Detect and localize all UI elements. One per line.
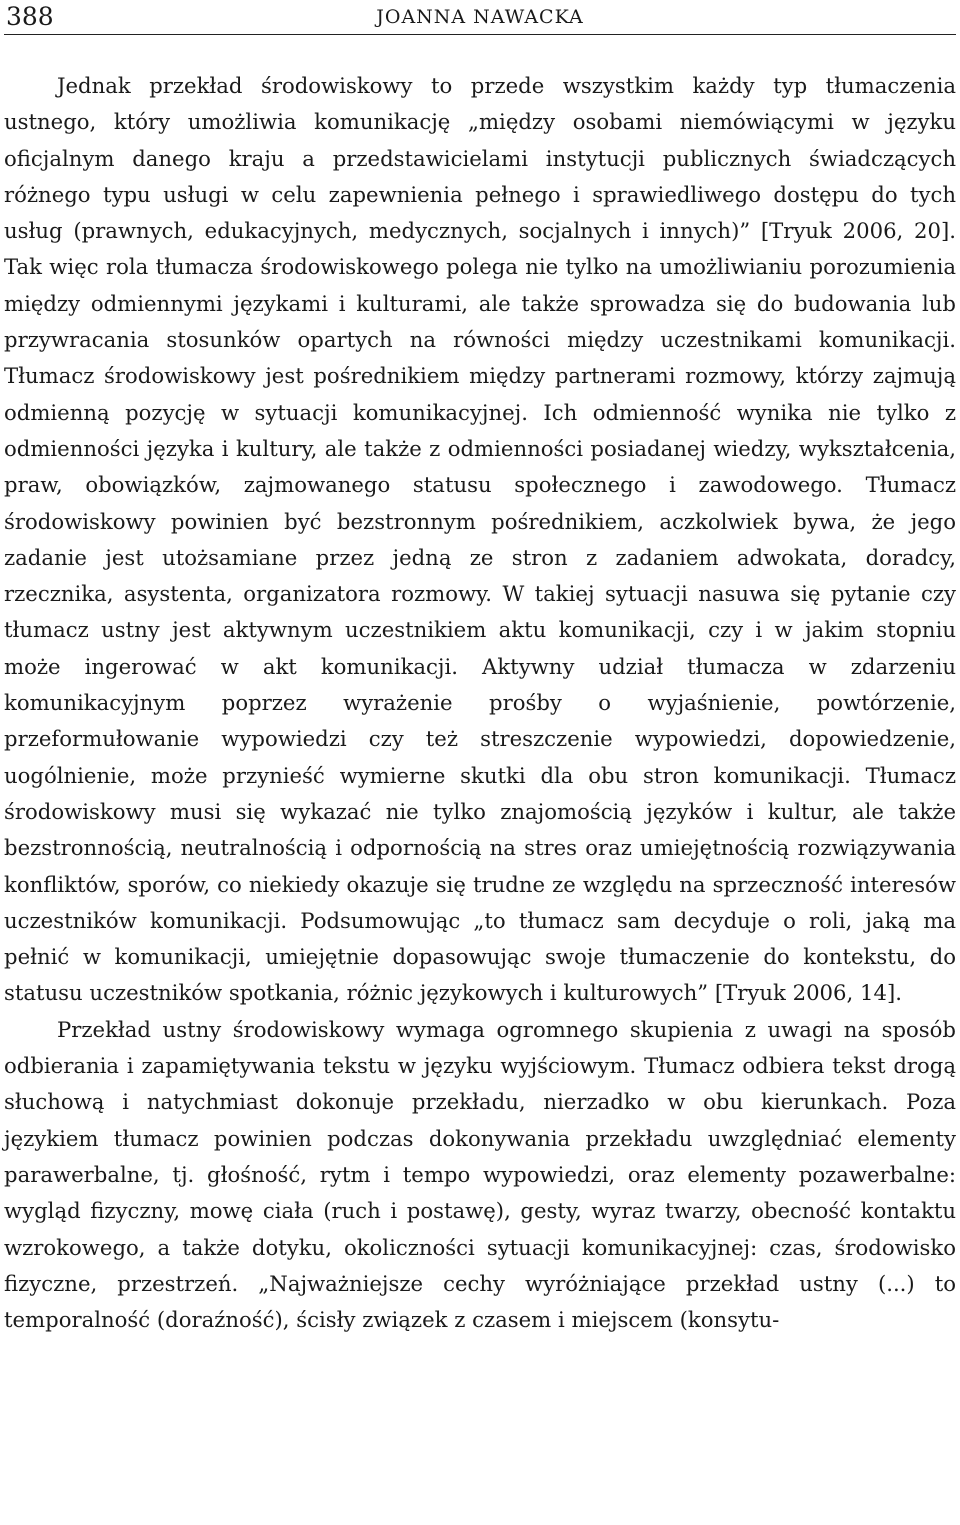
body-text [4, 68, 956, 1338]
paragraph: Przekład ustny środowiskowy wymaga ogromnego skupienia z uwagi na sposób odbierania i zapamiętywania tekstu w języku wyjściowym. Tłumacz odbiera tekst drogą słuchową i natychmiast dokonuje przekładu, nierzadko w obu kierunkach. Poza językiem tłumacz powinien podczas dokonywania przekładu uwzględniać elementy parawerbalne, tj. głośność, rytm i tempo wypowiedzi, oraz elementy pozawerbalne: wygląd fizyczny, mowę ciała (ruch i postawę), gesty, wyraz twarzy, obecność kontaktu wzrokowego, a także dotyku, okoliczności sytuacji komunikacyjnej: czas, środowisko fizyczne, przestrzeń. „Najważniejsze cechy wyróżniające przekład ustny (...) to temporalność (doraźność), ścisły związek z czasem i miejscem (konsytu- [4, 1016, 956, 1333]
paragraph: Jednak przekład środowiskowy to przede wszystkim każdy typ tłumaczenia ustnego, który umożliwia komunikację „między osobami niemówiącymi w języku oficjalnym danego kraju a przedstawicielami instytucji publicznych świadczących różnego typu usługi w celu zapewnienia pełnego i sprawiedliwego dostępu do tych usług (prawnych, edukacyjnych, medycznych, socjalnych i innych)” [Tryuk 2006, 20]. Tak więc rola tłumacza środowiskowego polega nie tylko na umożliwianiu porozumienia między odmiennymi językami i kulturami, ale także sprowadza się do budowania lub przywracania stosunków opartych na równości między uczestnikami komunikacji. Tłumacz środowiskowy jest pośrednikiem między partnerami rozmowy, którzy zajmują odmienną pozycję w sytuacji komunikacyjnej. Ich odmienność wynika nie tylko z odmienności języka i kultury, ale także z odmienności posiadanej wiedzy, wykształcenia, praw, obowiązków, zajmowanego statusu społecznego i zawodowego. Tłumacz środowiskowy powinien być bezstronnym pośrednikiem, aczkolwiek bywa, że jego zadanie jest utożsamiane przez jedną ze stron z zadaniem adwokata, doradcy, rzecznika, asystenta, organizatora rozmowy. W takiej sytuacji nasuwa się pytanie czy tłumacz ustny jest aktywnym uczestnikiem aktu komunikacji, czy i w jakim stopniu może ingerować w akt komunikacji. Aktywny udział tłumacza w zdarzeniu komunikacyjnym poprzez wyrażenie prośby o wyjaśnienie, powtórzenie, przeformułowanie wypowiedzi czy też streszczenie wypowiedzi, dopowiedzenie, uogólnienie, może przynieść wymierne skutki dla obu stron komunikacji. Tłumacz środowiskowy musi się wykazać nie tylko znajomością języków i kultur, ale także bezstronnością, neutralnością i odpornością na stres oraz umiejętnością rozwiązywania konfliktów, sporów, co niekiedy okazuje się trudne ze względu na sprzeczność interesów uczestników komunikacji. Podsumowując „to tłumacz sam decyduje o roli, jaką ma pełnić w komunikacji, umiejętnie dopasowując swoje tłumaczenie do kontekstu, do statusu uczestników spotkania, różnic językowych i kulturowych” [Tryuk 2006, 14]. [4, 73, 956, 1006]
running-head-author: JOANNA NAWACKA [376, 6, 584, 28]
running-header [4, 0, 956, 35]
page-number: 388 [6, 2, 54, 31]
